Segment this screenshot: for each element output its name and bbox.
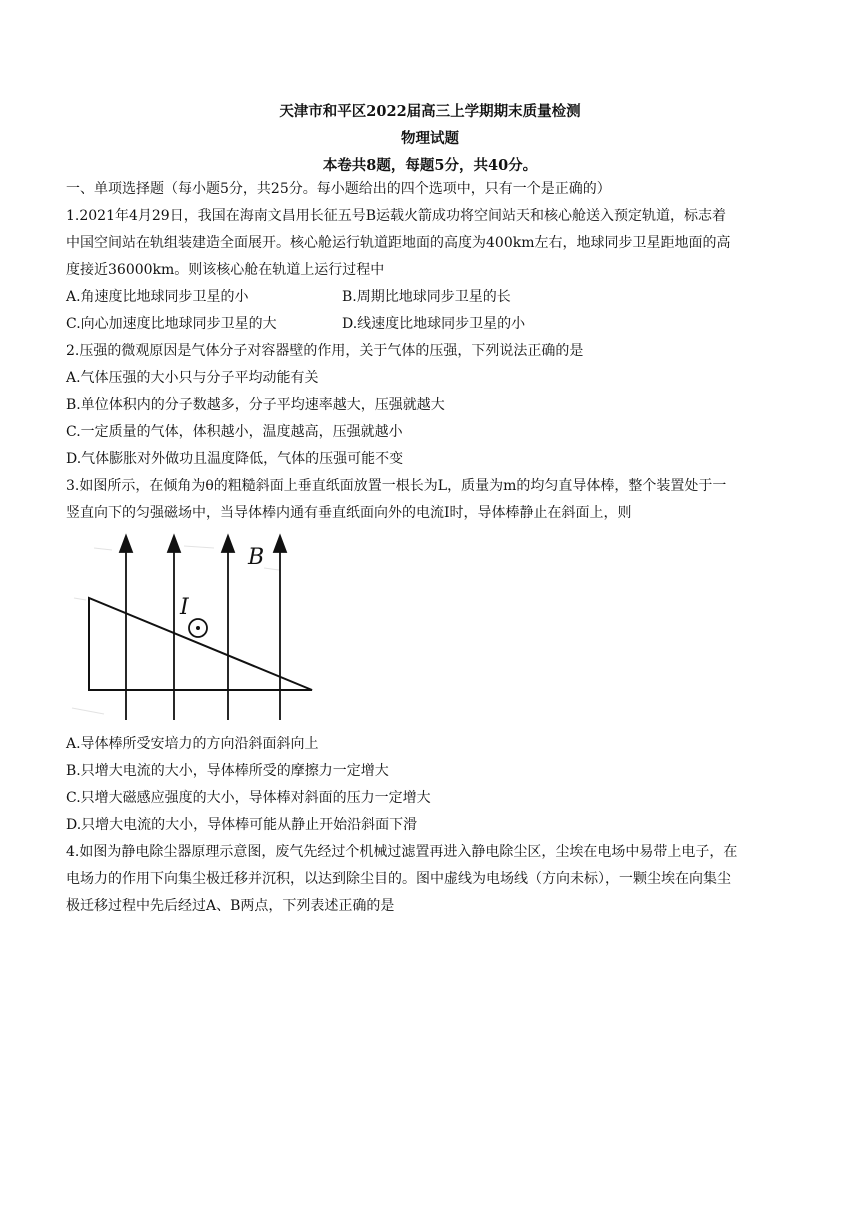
subject-title: 物理试题 (401, 130, 459, 147)
q1-stem-line-3: 度接近36000km。则该核心舱在轨道上运行过程中 (66, 262, 385, 278)
q2-option-b: B.单位体积内的分子数越多，分子平均速率越大，压强就越大 (66, 397, 445, 413)
field-label: B (248, 545, 265, 570)
q4-stem-line-2: 电场力的作用下向集尘极迁移并沉积，以达到除尘目的。图中虚线为电场线（方向未标），一颗尘埃在向集尘 (66, 871, 731, 887)
q3-option-a: A.导体棒所受安培力的方向沿斜面斜向上 (66, 736, 319, 752)
incline-magnetic-field-figure (64, 528, 324, 728)
q4-stem-line-3: 极迁移过程中先后经过A、B两点，下列表述正确的是 (66, 898, 395, 914)
q1-stem-line-2: 中国空间站在轨组装建造全面展开。核心舱运行轨道距地面的高度为400km左右，地球同步卫星距地面的高 (66, 235, 731, 251)
exam-title: 天津市和平区2022届高三上学期期末质量检测 (279, 103, 581, 120)
q1-option-d: D.线速度比地球同步卫星的小 (342, 316, 526, 332)
q2-option-c: C.一定质量的气体，体积越小，温度越高，压强就越小 (66, 424, 403, 440)
q1-option-b: B.周期比地球同步卫星的长 (342, 289, 511, 305)
q3-option-d: D.只增大电流的大小，导体棒可能从静止开始沿斜面下滑 (66, 817, 418, 833)
q3-option-b: B.只增大电流的大小，导体棒所受的摩擦力一定增大 (66, 763, 389, 779)
q3-stem-line-1: 3.如图所示，在倾角为θ的粗糙斜面上垂直纸面放置一根长为L，质量为m的均匀直导体棒，整个装置处于一 (66, 478, 727, 494)
q1-stem-line-1: 1.2021年4月29日，我国在海南文昌用长征五号B运载火箭成功将空间站天和核心舱送入预定轨道，标志着 (66, 208, 726, 224)
q1-option-a: A.角速度比地球同步卫星的小 (66, 289, 249, 305)
q1-option-c: C.向心加速度比地球同步卫星的大 (66, 316, 277, 332)
q2-option-a: A.气体压强的大小只与分子平均动能有关 (66, 370, 319, 386)
score-note: 本卷共8题，每题5分，共40分。 (322, 157, 538, 174)
incline-triangle (89, 598, 312, 690)
section-heading: 一、单项选择题（每小题5分，共25分。每小题给出的四个选项中，只有一个是正确的） (66, 181, 611, 197)
q3-stem-line-2: 竖直向下的匀强磁场中，当导体棒内通有垂直纸面向外的电流I时，导体棒静止在斜面上，则 (66, 505, 632, 521)
q4-stem-line-1: 4.如图为静电除尘器原理示意图，废气先经过个机械过滤置再进入静电除尘区，尘埃在电场中易带上电子，在 (66, 844, 738, 860)
current-label: I (180, 595, 189, 620)
q2-option-d: D.气体膨胀对外做功且温度降低，气体的压强可能不变 (66, 451, 404, 467)
q2-stem: 2.压强的微观原因是气体分子对容器壁的作用，关于气体的压强，下列说法正确的是 (66, 343, 584, 359)
q3-option-c: C.只增大磁感应强度的大小，导体棒对斜面的压力一定增大 (66, 790, 431, 806)
